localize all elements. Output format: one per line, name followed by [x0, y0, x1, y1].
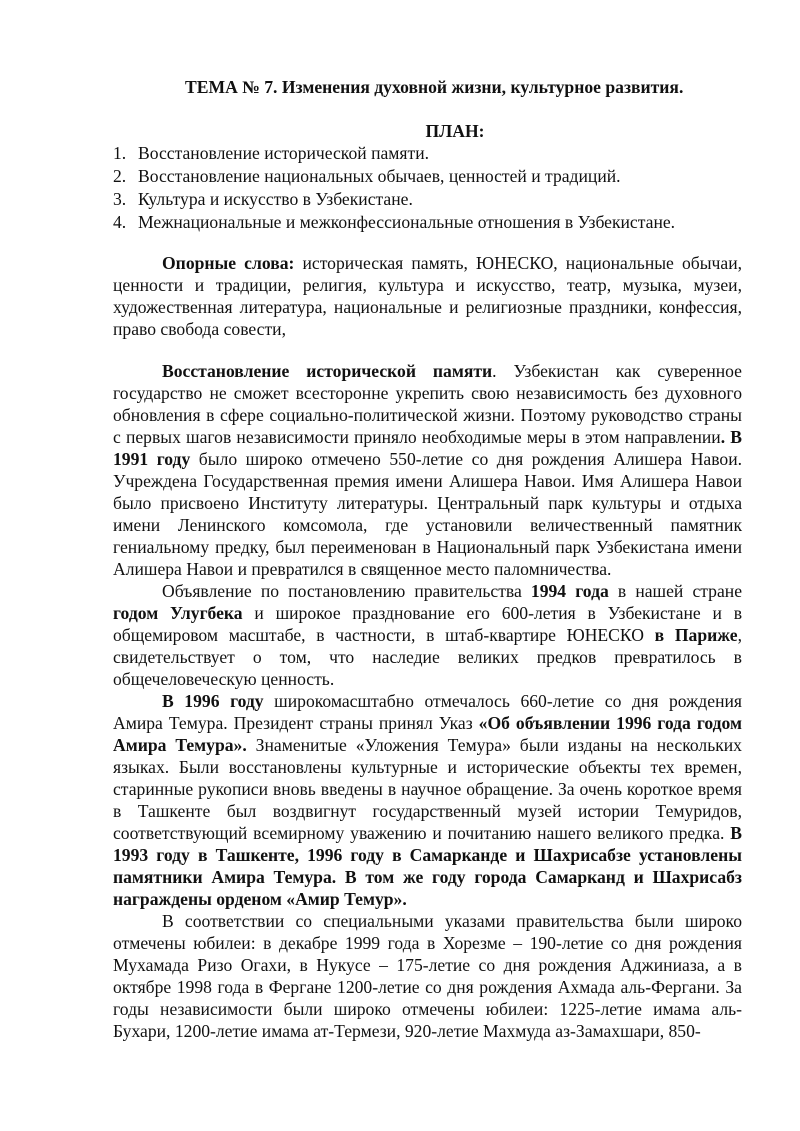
paragraph-text: Знаменитые «Уложения Темура» были изданы на нескольких языках. Были восстановлены культурные и исторические объекты тех времен, старинные рукописи вновь введены в научное обращение. За очень короткое время в Ташкенте был воздвигнут государственный музей истории Темуридов, соответствующий всемирному уважению и почитанию нашего великого предка. [113, 735, 742, 843]
keywords-section [113, 252, 742, 340]
paragraph-ulugbek [113, 580, 742, 690]
list-item-text: Восстановление исторической памяти. [138, 143, 430, 163]
paragraph-text: и широкое празднование его 600-летия в Узбекистане и в общемировом масштабе, в частности, в штаб-квартире ЮНЕСКО [113, 603, 743, 645]
paragraph-amir-temur [113, 690, 742, 910]
bold-text: В 1993 году в Ташкенте, 1996 году в Самарканде и Шахрисабзе установлены памятники Амира Темура. В том же году города Самарканд и Шахрисабз награждены орденом «Амир Темур». [113, 823, 742, 909]
list-item [113, 165, 753, 188]
paragraph-historical-memory [113, 360, 742, 580]
paragraph-text: широкомасштабно отмечалось 660-летие со дня рождения Амира Темура. Президент страны принял Указ [113, 691, 742, 733]
main-text [113, 360, 742, 1042]
plan-heading: ПЛАН: [425, 121, 485, 141]
list-item-text: Межнациональные и межконфессиональные отношения в Узбекистане. [138, 212, 676, 232]
bold-text: годом Улугбека [113, 603, 243, 623]
keywords-text: историческая память, ЮНЕСКО, национальные обычаи, ценности и традиции, религия, культура и искусство, театр, музыка, музеи, художественная литература, национальные и религиозные праздники, конфессия, право свобода совести, [113, 253, 743, 339]
list-item-text: Восстановление национальных обычаев, ценностей и традиций. [138, 166, 621, 186]
bold-text: в Париже [654, 625, 738, 645]
list-item-number: 4. [113, 212, 127, 232]
paragraph-text: В соответствии со специальными указами правительства были широко отмечены юбилеи: в декабре 1999 года в Хорезме – 190-летие со дня рождения Мухамада Ризо Огахи, в Нукусе – 175-летие со дня рождения Аджиниаза, а в октябре 1998 года в Фергане 1200-летие со дня рождения Ахмада аль-Фергани. За годы независимости были широко отмечены юбилеи: 1225-летие имама аль-Бухари, 1200-летие имама ат-Термези, 920-летие Махмуда аз-Замахшари, 850- [113, 911, 742, 1041]
list-item [113, 211, 753, 234]
paragraph-text: Объявление по постановлению правительства [162, 581, 531, 601]
paragraph-text: в нашей стране [608, 581, 743, 601]
bold-text: В 1996 году [162, 691, 264, 711]
plan-list [113, 142, 753, 234]
keywords-paragraph [113, 252, 742, 340]
section-heading: Восстановление исторической памяти [162, 361, 493, 381]
list-item-number: 2. [113, 166, 127, 186]
keywords-label: Опорные слова: [162, 253, 295, 273]
paragraph-text: было широко отмечено 550-летие со дня рождения Алишера Навои. Учреждена Государственная премия имени Алишера Навои. Имя Алишера Навои было присвоено Институту литературы. Центральный парк культуры и отдыха имени Ленинского комсомола, где установили величественный памятник гениальному предку, был переименован в Национальный парк Узбекистана имени Алишера Навои и превратился в священное место паломничества. [113, 449, 743, 579]
bold-text: 1994 года [530, 581, 609, 601]
list-item [113, 142, 753, 165]
paragraph-text: , свидетельствует о том, что наследие великих предков превратилось в общечеловеческую ценность. [113, 625, 743, 689]
bold-text: . В 1991 году [113, 427, 742, 469]
bold-text: «Об объявлении 1996 года годом Амира Темура». [113, 713, 743, 755]
list-item-number: 1. [113, 143, 127, 163]
paragraph-jubilees [113, 910, 742, 1042]
list-item [113, 188, 753, 211]
page-title: ТЕМА № 7. Изменения духовной жизни, культурное развития. [185, 77, 684, 97]
paragraph-text: . Узбекистан как суверенное государство не сможет всесторонне укрепить свою независимость без духовного обновления в сфере социально-политической жизни. Поэтому руководство страны с первых шагов независимости приняло необходимые меры в этом направлении [113, 361, 742, 447]
list-item-text: Культура и искусство в Узбекистане. [138, 189, 413, 209]
list-item-number: 3. [113, 189, 127, 209]
